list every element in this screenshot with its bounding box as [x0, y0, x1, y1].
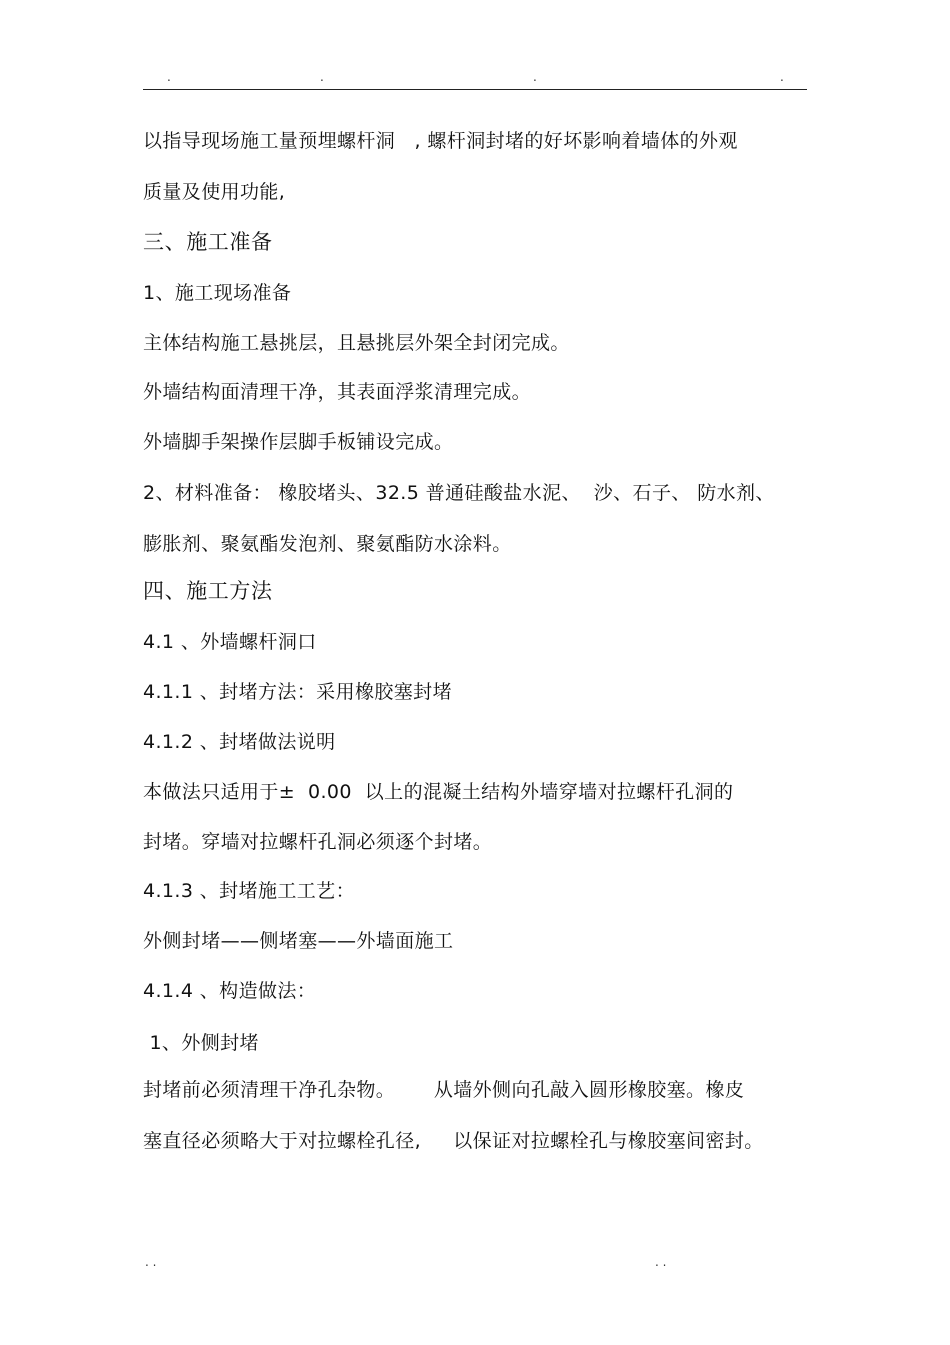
footer-dot-right: . .	[655, 1255, 667, 1269]
subsection-heading: 4.1 、外墙螺杆洞口	[143, 631, 317, 653]
subsection-heading: 4.1.4 、构造做法：	[143, 980, 317, 1002]
header-dot: .	[780, 70, 784, 84]
paragraph-line: 主体结构施工悬挑层，且悬挑层外架全封闭完成。	[143, 332, 570, 354]
header-dot: .	[167, 70, 171, 84]
paragraph-line: 膨胀剂、聚氨酯发泡剂、聚氨酯防水涂料。	[143, 533, 512, 555]
footer-dot-left: . .	[145, 1255, 157, 1269]
paragraph-line: 封堵。穿墙对拉螺杆孔洞必须逐个封堵。	[143, 831, 493, 853]
subsection-heading: 4.1.3 、封堵施工工艺：	[143, 880, 355, 902]
header-dot: .	[533, 70, 537, 84]
section-heading: 四、施工方法	[143, 579, 273, 603]
subsection-heading: 1、施工现场准备	[143, 282, 292, 304]
paragraph-line: 本做法只适用于± 0.00 以上的混凝土结构外墙穿墙对拉螺杆孔洞的	[143, 781, 734, 803]
subsection-heading: 4.1.2 、封堵做法说明	[143, 731, 336, 753]
paragraph-line: 塞直径必须略大于对拉螺栓孔径, 以保证对拉螺栓孔与橡胶塞间密封。	[143, 1130, 764, 1152]
paragraph-line: 质量及使用功能,	[143, 181, 286, 203]
subsection-heading: 4.1.1 、封堵方法：采用橡胶塞封堵	[143, 681, 452, 703]
section-heading: 三、施工准备	[143, 230, 273, 254]
subsection-heading: 2、材料准备： 橡胶堵头、32.5 普通硅酸盐水泥、 沙、石子、 防水剂、	[143, 482, 775, 504]
paragraph-line: 以指导现场施工量预埋螺杆洞 , 螺杆洞封堵的好坏影响着墙体的外观	[143, 130, 738, 152]
paragraph-line: 外墙结构面清理干净，其表面浮浆清理完成。	[143, 381, 532, 403]
page-footer	[0, 1255, 950, 1269]
paragraph-line: 外墙脚手架操作层脚手板铺设完成。	[143, 431, 454, 453]
paragraph-line: 封堵前必须清理干净孔杂物。 从墙外侧向孔敲入圆形橡胶塞。橡皮	[143, 1079, 745, 1101]
list-item: 1、外侧封堵	[143, 1032, 259, 1054]
paragraph-line: 外侧封堵——侧堵塞——外墙面施工	[143, 930, 454, 952]
header-dot: .	[320, 70, 324, 84]
